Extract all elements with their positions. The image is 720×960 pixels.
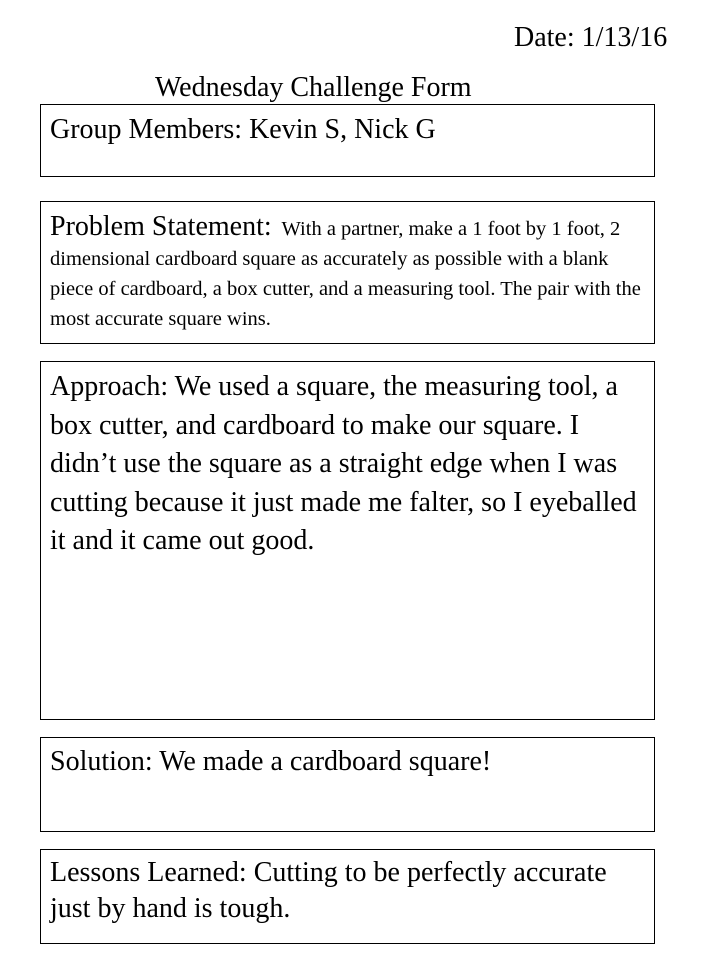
solution-value: We made a cardboard square! [152, 746, 492, 777]
group-members-value: Kevin S, Nick G [242, 114, 436, 145]
problem-statement-label: Problem Statement: [50, 211, 272, 242]
form-title: Wednesday Challenge Form [155, 72, 472, 103]
problem-statement-value: With a partner, make a 1 foot by 1 foot, 2 dimensional cardboard square as accurately as possible with a blank piece of cardboard, a box cutter, and a measuring tool. The pair with the most accurate square wins. [50, 218, 646, 330]
form-date: Date: 1/13/16 [514, 22, 668, 53]
solution-box [40, 737, 655, 832]
group-members-label: Group Members: [50, 114, 243, 145]
lessons-learned-label: Lessons Learned: [50, 857, 247, 888]
approach-label: Approach: [50, 371, 169, 402]
solution-label: Solution: [50, 746, 153, 777]
lessons-learned-box [40, 849, 655, 944]
approach-box [40, 361, 655, 720]
group-members-box [40, 104, 655, 177]
approach-value: We used a square, the measuring tool, a box cutter, and cardboard to make our square. I didn’t use the square as a straight edge when I was cutting because it just made me falter, so I eyeballed it and it came out good. [50, 371, 637, 556]
problem-statement-box [40, 201, 655, 344]
lessons-learned-value: Cutting to be perfectly accurate just by hand is tough. [50, 857, 607, 924]
